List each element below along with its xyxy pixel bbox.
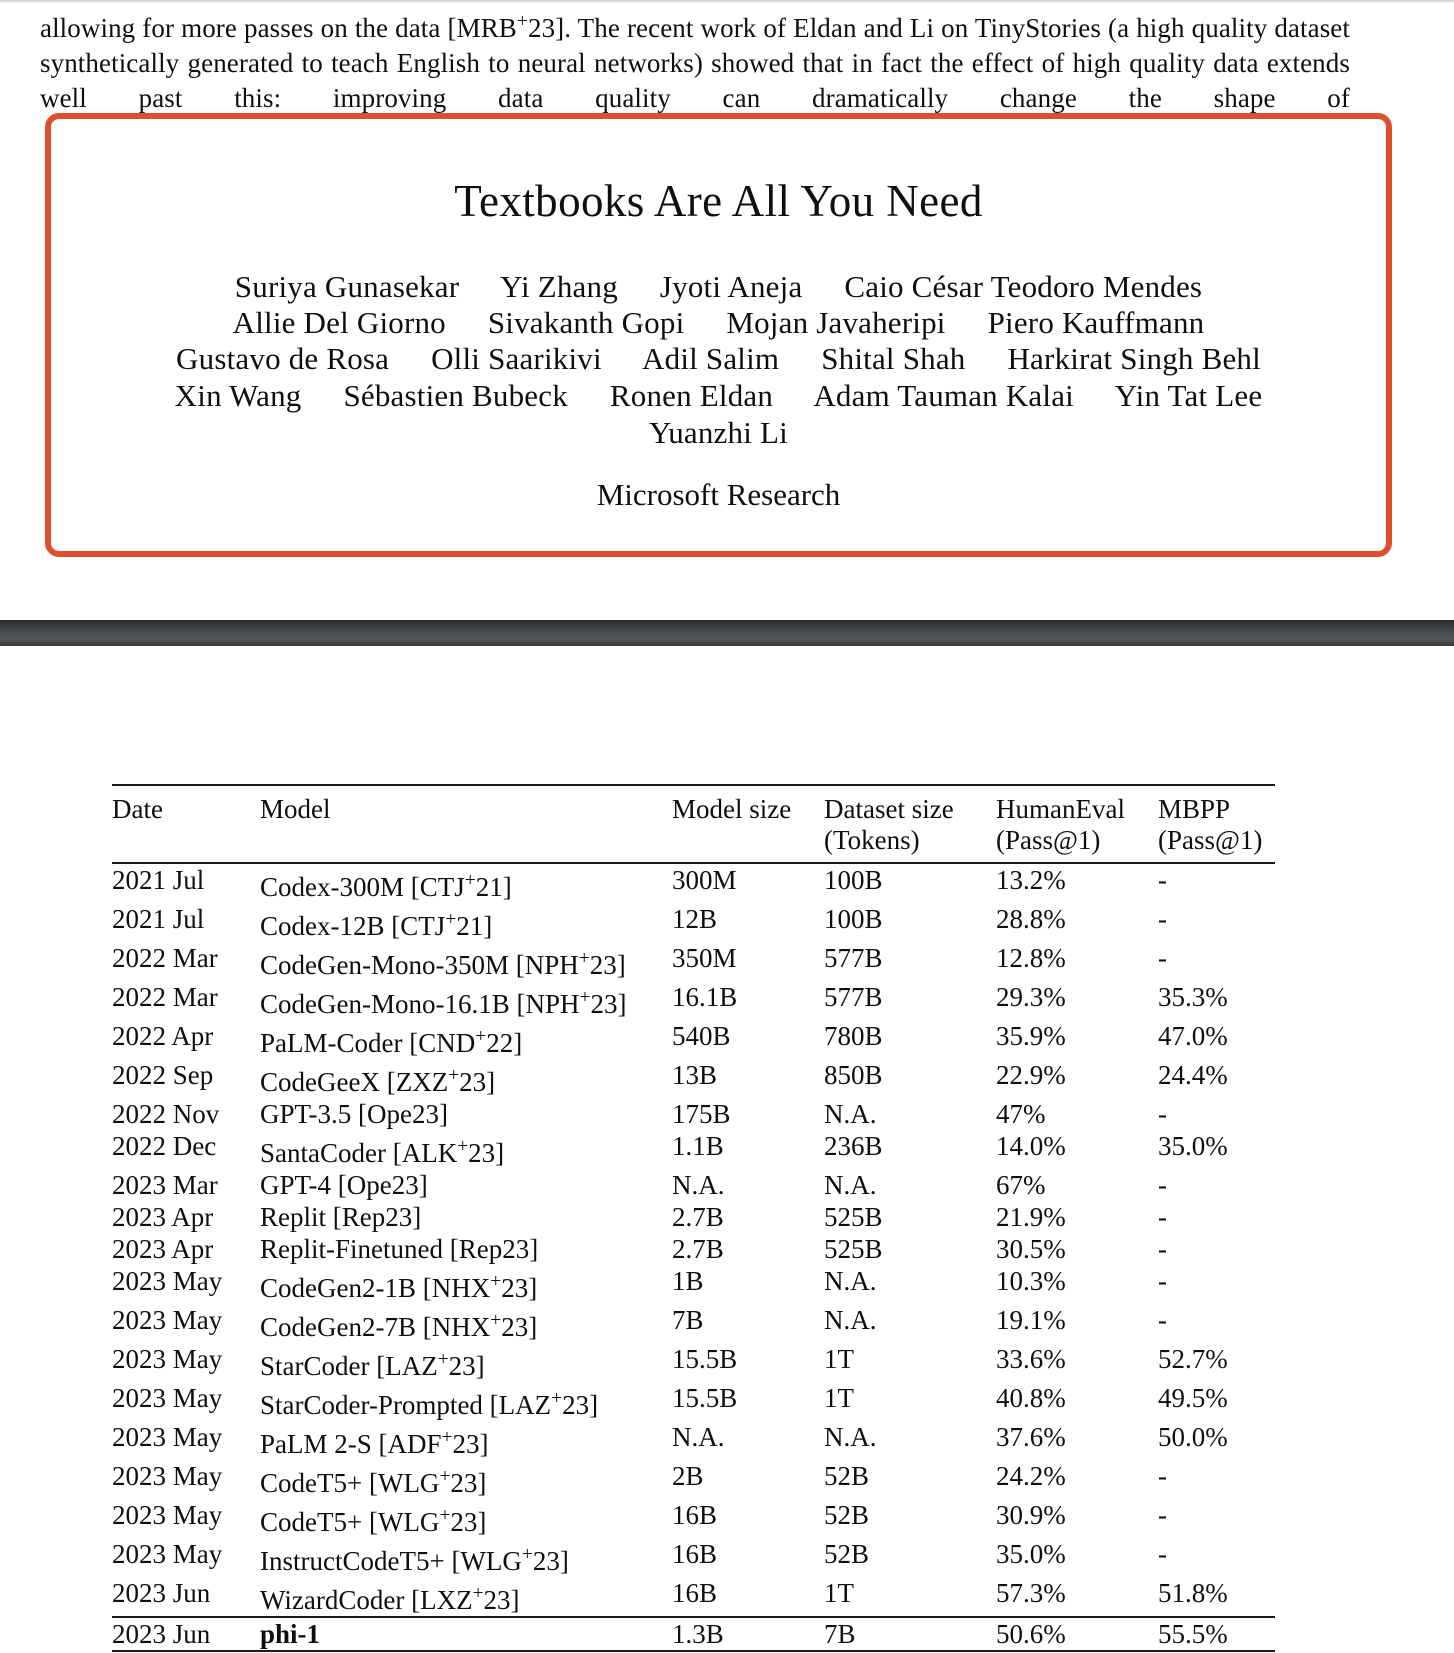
cell-dataset-size: N.A. (824, 1304, 877, 1335)
author-name: Yuanzhi Li (649, 415, 788, 450)
model-name: GPT-4 [Ope23] (260, 1169, 428, 1200)
model-name: WizardCoder [LXZ (260, 1584, 473, 1615)
model-citation-suffix: 22] (486, 1027, 523, 1058)
model-name: CodeGen-Mono-350M [NPH (260, 949, 579, 980)
citation-superscript-plus: + (445, 908, 457, 930)
cell-dataset-size: 577B (824, 981, 883, 1012)
author-name: Olli Saarikivi (431, 341, 602, 376)
cell-model-size: 16B (672, 1577, 718, 1608)
cell-mbpp: - (1158, 1499, 1167, 1530)
table-row (112, 1460, 1275, 1499)
model-citation-suffix: 23] (589, 949, 626, 980)
table-row (112, 1059, 1275, 1098)
cell-dataset-size: N.A. (824, 1098, 877, 1129)
model-name: Codex-12B [CTJ (260, 910, 446, 941)
table-row (112, 1304, 1275, 1343)
author-name: Gustavo de Rosa (176, 341, 390, 376)
author-name: Ronen Eldan (609, 378, 774, 413)
citation-superscript-plus: + (457, 1135, 469, 1157)
column-subheader-model (260, 825, 672, 863)
citation-superscript-plus: + (439, 1504, 451, 1526)
cell-model (260, 1059, 672, 1098)
cell-date: 2023 May (112, 1538, 223, 1569)
citation-superscript-plus: + (490, 1270, 502, 1292)
cell-dataset-size: 1T (824, 1577, 854, 1608)
cell-model-size: 1.3B (672, 1617, 824, 1651)
cell-humaneval: 24.2% (996, 1460, 1066, 1491)
model-citation-suffix: 23] (483, 1584, 520, 1615)
author-row (51, 305, 1386, 341)
paper-title: Textbooks Are All You Need (454, 176, 983, 226)
cell-mbpp: - (1158, 1538, 1167, 1569)
cell-mbpp: 49.5% (1158, 1382, 1228, 1413)
cell-date: 2023 May (112, 1421, 223, 1452)
citation-superscript-plus: + (448, 1064, 460, 1086)
body-line-2: quality dataset synthetically generated to teach English to neural networks) showed that in fact the effect (40, 13, 1350, 78)
body-line-3: of high quality data extends well past this: improving data quality can dramatically change the shape of (40, 48, 1350, 113)
cell-mbpp: - (1158, 1460, 1167, 1491)
cell-dataset-size: 525B (824, 1201, 883, 1232)
model-name: StarCoder-Prompted [LAZ (260, 1389, 552, 1420)
cell-model-size: 350M (672, 942, 737, 973)
body-paragraph (40, 4, 1350, 116)
column-subheader-date (112, 825, 260, 863)
cell-model (260, 863, 672, 903)
model-citation-suffix: 23] (562, 1389, 599, 1420)
citation-superscript-plus: + (490, 1309, 502, 1331)
cell-humaneval: 14.0% (996, 1130, 1066, 1161)
cell-humaneval: 50.6% (996, 1617, 1158, 1651)
author-name: Sébastien Bubeck (343, 378, 568, 413)
table-row (112, 903, 1275, 942)
cell-model-size: 15.5B (672, 1382, 738, 1413)
model-comparison-table (112, 784, 1275, 1653)
cell-mbpp: - (1158, 1233, 1167, 1264)
cell-date: 2022 Mar (112, 942, 218, 973)
cell-model (260, 1201, 672, 1233)
cell-model (260, 1304, 672, 1343)
author-name: Suriya Gunasekar (234, 269, 460, 304)
author-name: Adam Tauman Kalai (813, 378, 1074, 413)
cell-humaneval: 12.8% (996, 942, 1066, 973)
table-body (112, 863, 1275, 1617)
cell-model (260, 981, 672, 1020)
cell-model (260, 1538, 672, 1577)
cell-date: 2022 Sep (112, 1059, 214, 1090)
citation-superscript-plus: + (464, 869, 476, 891)
cell-humaneval: 35.9% (996, 1020, 1066, 1051)
cell-model-size: 540B (672, 1020, 731, 1051)
model-name: Replit-Finetuned [Rep23] (260, 1233, 539, 1264)
model-citation-suffix: 23] (501, 1272, 538, 1303)
model-citation-suffix: 23] (590, 988, 627, 1019)
author-name: Sivakanth Gopi (487, 305, 685, 340)
body-line-1-post: 23]. The recent work of Eldan and Li on TinyStories (a high (527, 13, 1185, 43)
table-row (112, 942, 1275, 981)
author-name: Yin Tat Lee (1114, 378, 1263, 413)
cell-date: 2023 May (112, 1343, 223, 1374)
cell-date: 2022 Apr (112, 1020, 214, 1051)
citation-superscript-plus: + (551, 1387, 563, 1409)
cell-date: 2021 Jul (112, 863, 260, 903)
cell-model (260, 1169, 672, 1201)
cell-mbpp: - (1158, 1098, 1167, 1129)
cell-dataset-size: 525B (824, 1233, 883, 1264)
cell-dataset-size: 100B (824, 903, 883, 934)
cell-mbpp: 51.8% (1158, 1577, 1228, 1608)
model-name: CodeT5+ [WLG (260, 1467, 440, 1498)
cell-mbpp: 24.4% (1158, 1059, 1228, 1090)
column-header-mbpp: MBPP (1158, 794, 1231, 824)
citation-superscript-plus: + (439, 1465, 451, 1487)
red-highlight-overlay-box[interactable] (45, 113, 1392, 557)
cell-dataset-size: 7B (824, 1617, 996, 1651)
cell-date: 2022 Nov (112, 1098, 220, 1129)
table-row (112, 1538, 1275, 1577)
cell-date: 2023 Jun (112, 1617, 260, 1651)
model-name: CodeGen2-1B [NHX (260, 1272, 491, 1303)
cell-mbpp: 55.5% (1158, 1617, 1275, 1651)
cell-humaneval: 30.5% (996, 1233, 1066, 1264)
column-subheader-model-size (672, 825, 824, 863)
citation-superscript-plus: + (516, 11, 528, 32)
cell-humaneval: 40.8% (996, 1382, 1066, 1413)
cell-model-size: 2.7B (672, 1201, 724, 1232)
cell-date: 2023 Jun (112, 1577, 211, 1608)
column-header-model: Model (260, 794, 331, 824)
table-row (112, 1098, 1275, 1130)
table-row (112, 1130, 1275, 1169)
cell-model-size: 13B (672, 1059, 718, 1090)
table-row (112, 1020, 1275, 1059)
cell-dataset-size: 52B (824, 1460, 870, 1491)
cell-mbpp: 35.0% (1158, 1130, 1228, 1161)
cell-model (260, 1020, 672, 1059)
citation-superscript-plus: + (472, 1582, 484, 1604)
cell-mbpp: - (1158, 903, 1167, 934)
model-citation-suffix: 21] (456, 910, 493, 941)
model-name: Codex-300M [CTJ (260, 871, 465, 902)
cell-dataset-size: 1T (824, 1343, 854, 1374)
cell-mbpp: 50.0% (1158, 1421, 1228, 1452)
author-name: Mojan Javaheripi (726, 305, 946, 340)
author-name: Shital Shah (821, 341, 966, 376)
citation-superscript-plus: + (441, 1426, 453, 1448)
model-citation-suffix: 23] (459, 1066, 496, 1097)
model-name: GPT-3.5 [Ope23] (260, 1098, 448, 1129)
cell-model (260, 1617, 672, 1651)
author-row (51, 415, 1386, 451)
model-name: PaLM 2-S [ADF (260, 1428, 442, 1459)
model-name: CodeGeeX [ZXZ (260, 1066, 449, 1097)
cell-dataset-size: 577B (824, 942, 883, 973)
cell-model (260, 903, 672, 942)
author-row (51, 378, 1386, 414)
cell-humaneval: 13.2% (996, 863, 1158, 903)
pdf-page-top (0, 0, 1454, 620)
cell-humaneval: 37.6% (996, 1421, 1066, 1452)
table-row (112, 1343, 1275, 1382)
cell-humaneval: 28.8% (996, 903, 1066, 934)
cell-humaneval: 21.9% (996, 1201, 1066, 1232)
model-citation-suffix: 23] (468, 1137, 505, 1168)
cell-model-size: 175B (672, 1098, 731, 1129)
table-header-row-line2 (112, 825, 1275, 863)
cell-dataset-size: 1T (824, 1382, 854, 1413)
cell-model-size: 16B (672, 1499, 718, 1530)
cell-model-size: 2B (672, 1460, 704, 1491)
cell-date: 2022 Mar (112, 981, 218, 1012)
cell-model-size: 7B (672, 1304, 704, 1335)
cell-model (260, 1382, 672, 1421)
model-citation-suffix: 23] (448, 1350, 485, 1381)
cell-mbpp: - (1158, 1169, 1167, 1200)
model-name: CodeGen2-7B [NHX (260, 1311, 491, 1342)
citation-superscript-plus: + (521, 1543, 533, 1565)
model-name: Replit [Rep23] (260, 1201, 422, 1232)
cell-date: 2023 May (112, 1265, 223, 1296)
cell-dataset-size: 236B (824, 1130, 883, 1161)
cell-mbpp: 35.3% (1158, 981, 1228, 1012)
table-row (112, 981, 1275, 1020)
affiliation: Microsoft Research (596, 477, 841, 512)
column-subheader-mbpp: (Pass@1) (1158, 825, 1263, 855)
model-citation-suffix: 23] (450, 1467, 487, 1498)
citation-superscript-plus: + (475, 1025, 487, 1047)
author-name: Jyoti Aneja (659, 269, 803, 304)
body-line-1-pre: allowing for more passes on the data [MRB (40, 13, 517, 43)
cell-model (260, 1343, 672, 1382)
cell-humaneval: 35.0% (996, 1538, 1066, 1569)
author-name: Xin Wang (174, 378, 302, 413)
cell-model-size: 2.7B (672, 1233, 724, 1264)
table-header-row-line1 (112, 785, 1275, 825)
cell-model-size: 15.5B (672, 1343, 738, 1374)
author-name: Harkirat Singh Behl (1007, 341, 1261, 376)
table-row (112, 1169, 1275, 1201)
table-row (112, 1421, 1275, 1460)
cell-humaneval: 30.9% (996, 1499, 1066, 1530)
cell-model (260, 1577, 672, 1617)
cell-date: 2023 Apr (112, 1233, 214, 1264)
cell-dataset-size: 780B (824, 1020, 883, 1051)
cell-date: 2023 May (112, 1304, 223, 1335)
table-row (112, 1201, 1275, 1233)
table-row (112, 1265, 1275, 1304)
cell-humaneval: 19.1% (996, 1304, 1066, 1335)
cell-model-size: 300M (672, 863, 824, 903)
pdf-page-bottom (0, 646, 1454, 1649)
cell-mbpp: - (1158, 1304, 1167, 1335)
model-name: phi-1 (260, 1618, 321, 1649)
cell-model (260, 1499, 672, 1538)
cell-humaneval: 67% (996, 1169, 1046, 1200)
page-top-edge-shadow (0, 0, 1454, 3)
cell-model-size: 1.1B (672, 1130, 724, 1161)
model-name: InstructCodeT5+ [WLG (260, 1545, 522, 1576)
cell-humaneval: 10.3% (996, 1265, 1066, 1296)
cell-model-size: N.A. (672, 1169, 725, 1200)
cell-model-size: 16.1B (672, 981, 738, 1012)
cell-mbpp: - (1158, 1265, 1167, 1296)
table-row (112, 1577, 1275, 1617)
model-citation-suffix: 21] (475, 871, 512, 902)
cell-model (260, 1460, 672, 1499)
author-name: Allie Del Giorno (232, 305, 446, 340)
table-row (112, 1233, 1275, 1265)
column-header-humaneval: HumanEval (996, 794, 1125, 824)
model-name: SantaCoder [ALK (260, 1137, 458, 1168)
author-row (51, 269, 1386, 305)
citation-superscript-plus: + (437, 1348, 449, 1370)
cell-date: 2023 May (112, 1382, 223, 1413)
cell-mbpp: 52.7% (1158, 1343, 1228, 1374)
cell-mbpp: - (1158, 863, 1275, 903)
cell-humaneval: 47% (996, 1098, 1046, 1129)
cell-model (260, 1233, 672, 1265)
column-header-date: Date (112, 794, 163, 824)
model-citation-suffix: 23] (452, 1428, 489, 1459)
cell-date: 2021 Jul (112, 903, 205, 934)
cell-model-size: 1B (672, 1265, 704, 1296)
model-name: StarCoder [LAZ (260, 1350, 438, 1381)
cell-model-size: 16B (672, 1538, 718, 1569)
table-header (112, 785, 1275, 863)
table-body-highlight-row (112, 1617, 1275, 1653)
model-citation-suffix: 23] (532, 1545, 569, 1576)
cell-model (260, 1130, 672, 1169)
cell-dataset-size: N.A. (824, 1421, 877, 1452)
author-name: Adil Salim (642, 341, 780, 376)
cell-date: 2023 Apr (112, 1201, 214, 1232)
cell-dataset-size: N.A. (824, 1169, 877, 1200)
author-name: Piero Kauffmann (987, 305, 1205, 340)
cell-model-size: 12B (672, 903, 718, 934)
cell-date: 2023 Mar (112, 1169, 218, 1200)
table-row (112, 1499, 1275, 1538)
cell-date: 2023 May (112, 1460, 223, 1491)
cell-dataset-size: 100B (824, 863, 996, 903)
cell-model-size: N.A. (672, 1421, 725, 1452)
table-row (112, 863, 1275, 903)
cell-mbpp: 47.0% (1158, 1020, 1228, 1051)
author-name: Caio César Teodoro Mendes (844, 269, 1203, 304)
cell-humaneval: 33.6% (996, 1343, 1066, 1374)
cell-date: 2023 May (112, 1499, 223, 1530)
column-header-dataset-size: Dataset size (824, 794, 954, 824)
cell-dataset-size: N.A. (824, 1265, 877, 1296)
column-subheader-dataset-size: (Tokens) (824, 825, 920, 855)
cell-dataset-size: 850B (824, 1059, 883, 1090)
cell-dataset-size: 52B (824, 1499, 870, 1530)
column-subheader-humaneval: (Pass@1) (996, 825, 1101, 855)
model-name: PaLM-Coder [CND (260, 1027, 476, 1058)
cell-dataset-size: 52B (824, 1538, 870, 1569)
cell-humaneval: 29.3% (996, 981, 1066, 1012)
model-citation-suffix: 23] (450, 1506, 487, 1537)
cell-mbpp: - (1158, 1201, 1167, 1232)
model-name: CodeGen-Mono-16.1B [NPH (260, 988, 580, 1019)
table-row (112, 1382, 1275, 1421)
cell-humaneval: 22.9% (996, 1059, 1066, 1090)
cell-model (260, 1421, 672, 1460)
cell-model (260, 942, 672, 981)
page-separator-band (0, 620, 1454, 646)
model-citation-suffix: 23] (501, 1311, 538, 1342)
cell-model (260, 1265, 672, 1304)
cell-humaneval: 57.3% (996, 1577, 1066, 1608)
column-header-model-size: Model size (672, 794, 792, 824)
table-row-phi1 (112, 1617, 1275, 1651)
author-name: Yi Zhang (500, 269, 618, 304)
cell-date: 2022 Dec (112, 1130, 217, 1161)
author-row (51, 341, 1386, 377)
citation-superscript-plus: + (578, 947, 590, 969)
citation-superscript-plus: + (579, 986, 591, 1008)
model-name: CodeT5+ [WLG (260, 1506, 440, 1537)
cell-mbpp: - (1158, 942, 1167, 973)
cell-model (260, 1098, 672, 1130)
